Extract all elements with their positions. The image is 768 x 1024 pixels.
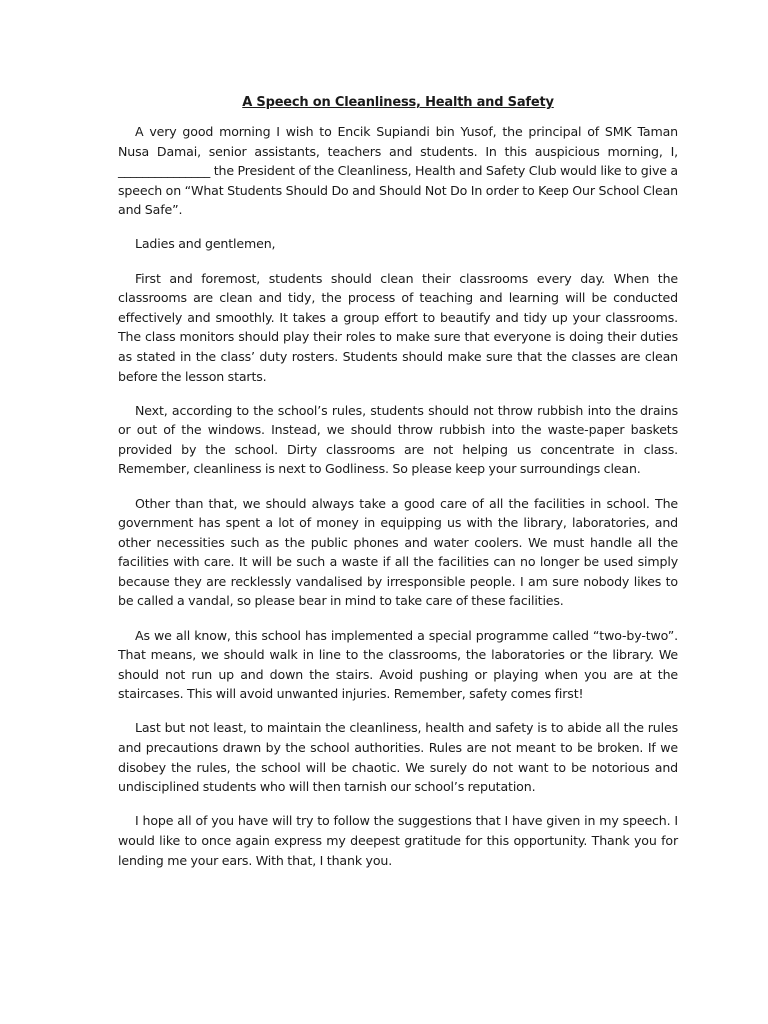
paragraph-rules: Last but not least, to maintain the cleanliness, health and safety is to abide all the rules and precautions drawn by the school authorities. Rules are not meant to be broken. If we disobey the rules, the school will be chaotic. We surely do not want to be notorious and undisciplined students who will then tarnish our school’s reputation. (118, 720, 678, 795)
paragraph-facilities: Other than that, we should always take a good care of all the facilities in school. The government has spent a lot of money in equipping us with the library, laboratories, and other necessities such as the public phones and water coolers. We must handle all the facilities with care. It will be such a waste if all the facilities can no longer be used simply because they are recklessly vandalised by irresponsible people. I am sure nobody likes to be called a vandal, so please bear in mind to take care of these facilities. (118, 495, 678, 609)
paragraph-rubbish: Next, according to the school’s rules, students should not throw rubbish into the drains or out of the windows. Instead, we should throw rubbish into the waste-paper baskets provided by the school. Dirty classrooms are not helping us concentrate in class. Remember, cleanliness is next to Godliness. So please keep your surroundings clean. (118, 402, 678, 477)
paragraph-closing: I hope all of you have will try to follow the suggestions that I have given in my speech. I would like to once again express my deepest gratitude for this opportunity. Thank you for lending me your ears. With that, I thank you. (118, 813, 678, 868)
document-body (118, 93, 678, 885)
paragraph-clean-classrooms: First and foremost, students should clean their classrooms every day. When the classrooms are clean and tidy, the process of teaching and learning will be conducted effectively and smoothly. It takes a group effort to beautify and tidy up your classrooms. The class monitors should play their roles to make sure that everyone is doing their duties as stated in the class’ duty rosters. Students should make sure that the classes are clean before the lesson starts. (118, 270, 678, 384)
document-title: A Speech on Cleanliness, Health and Safety (242, 95, 554, 110)
paragraph-greeting: Ladies and gentlemen, (135, 236, 276, 252)
paragraph-opening: A very good morning I wish to Encik Supiandi bin Yusof, the principal of SMK Taman Nusa Damai, senior assistants, teachers and students. In this auspicious morning, I, _______________ the President of the Cleanliness, Health and Safety Club would like to give a speech on “What Students Should Do and Should Not Do In order to Keep Our School Clean and Safe”. (118, 124, 678, 218)
paragraph-two-by-two: As we all know, this school has implemented a special programme called “two-by-two”. That means, we should walk in line to the classrooms, the laboratories or the library. We should not run up and down the stairs. Avoid pushing or playing when you are at the staircases. This will avoid unwanted injuries. Remember, safety comes first! (118, 627, 678, 702)
